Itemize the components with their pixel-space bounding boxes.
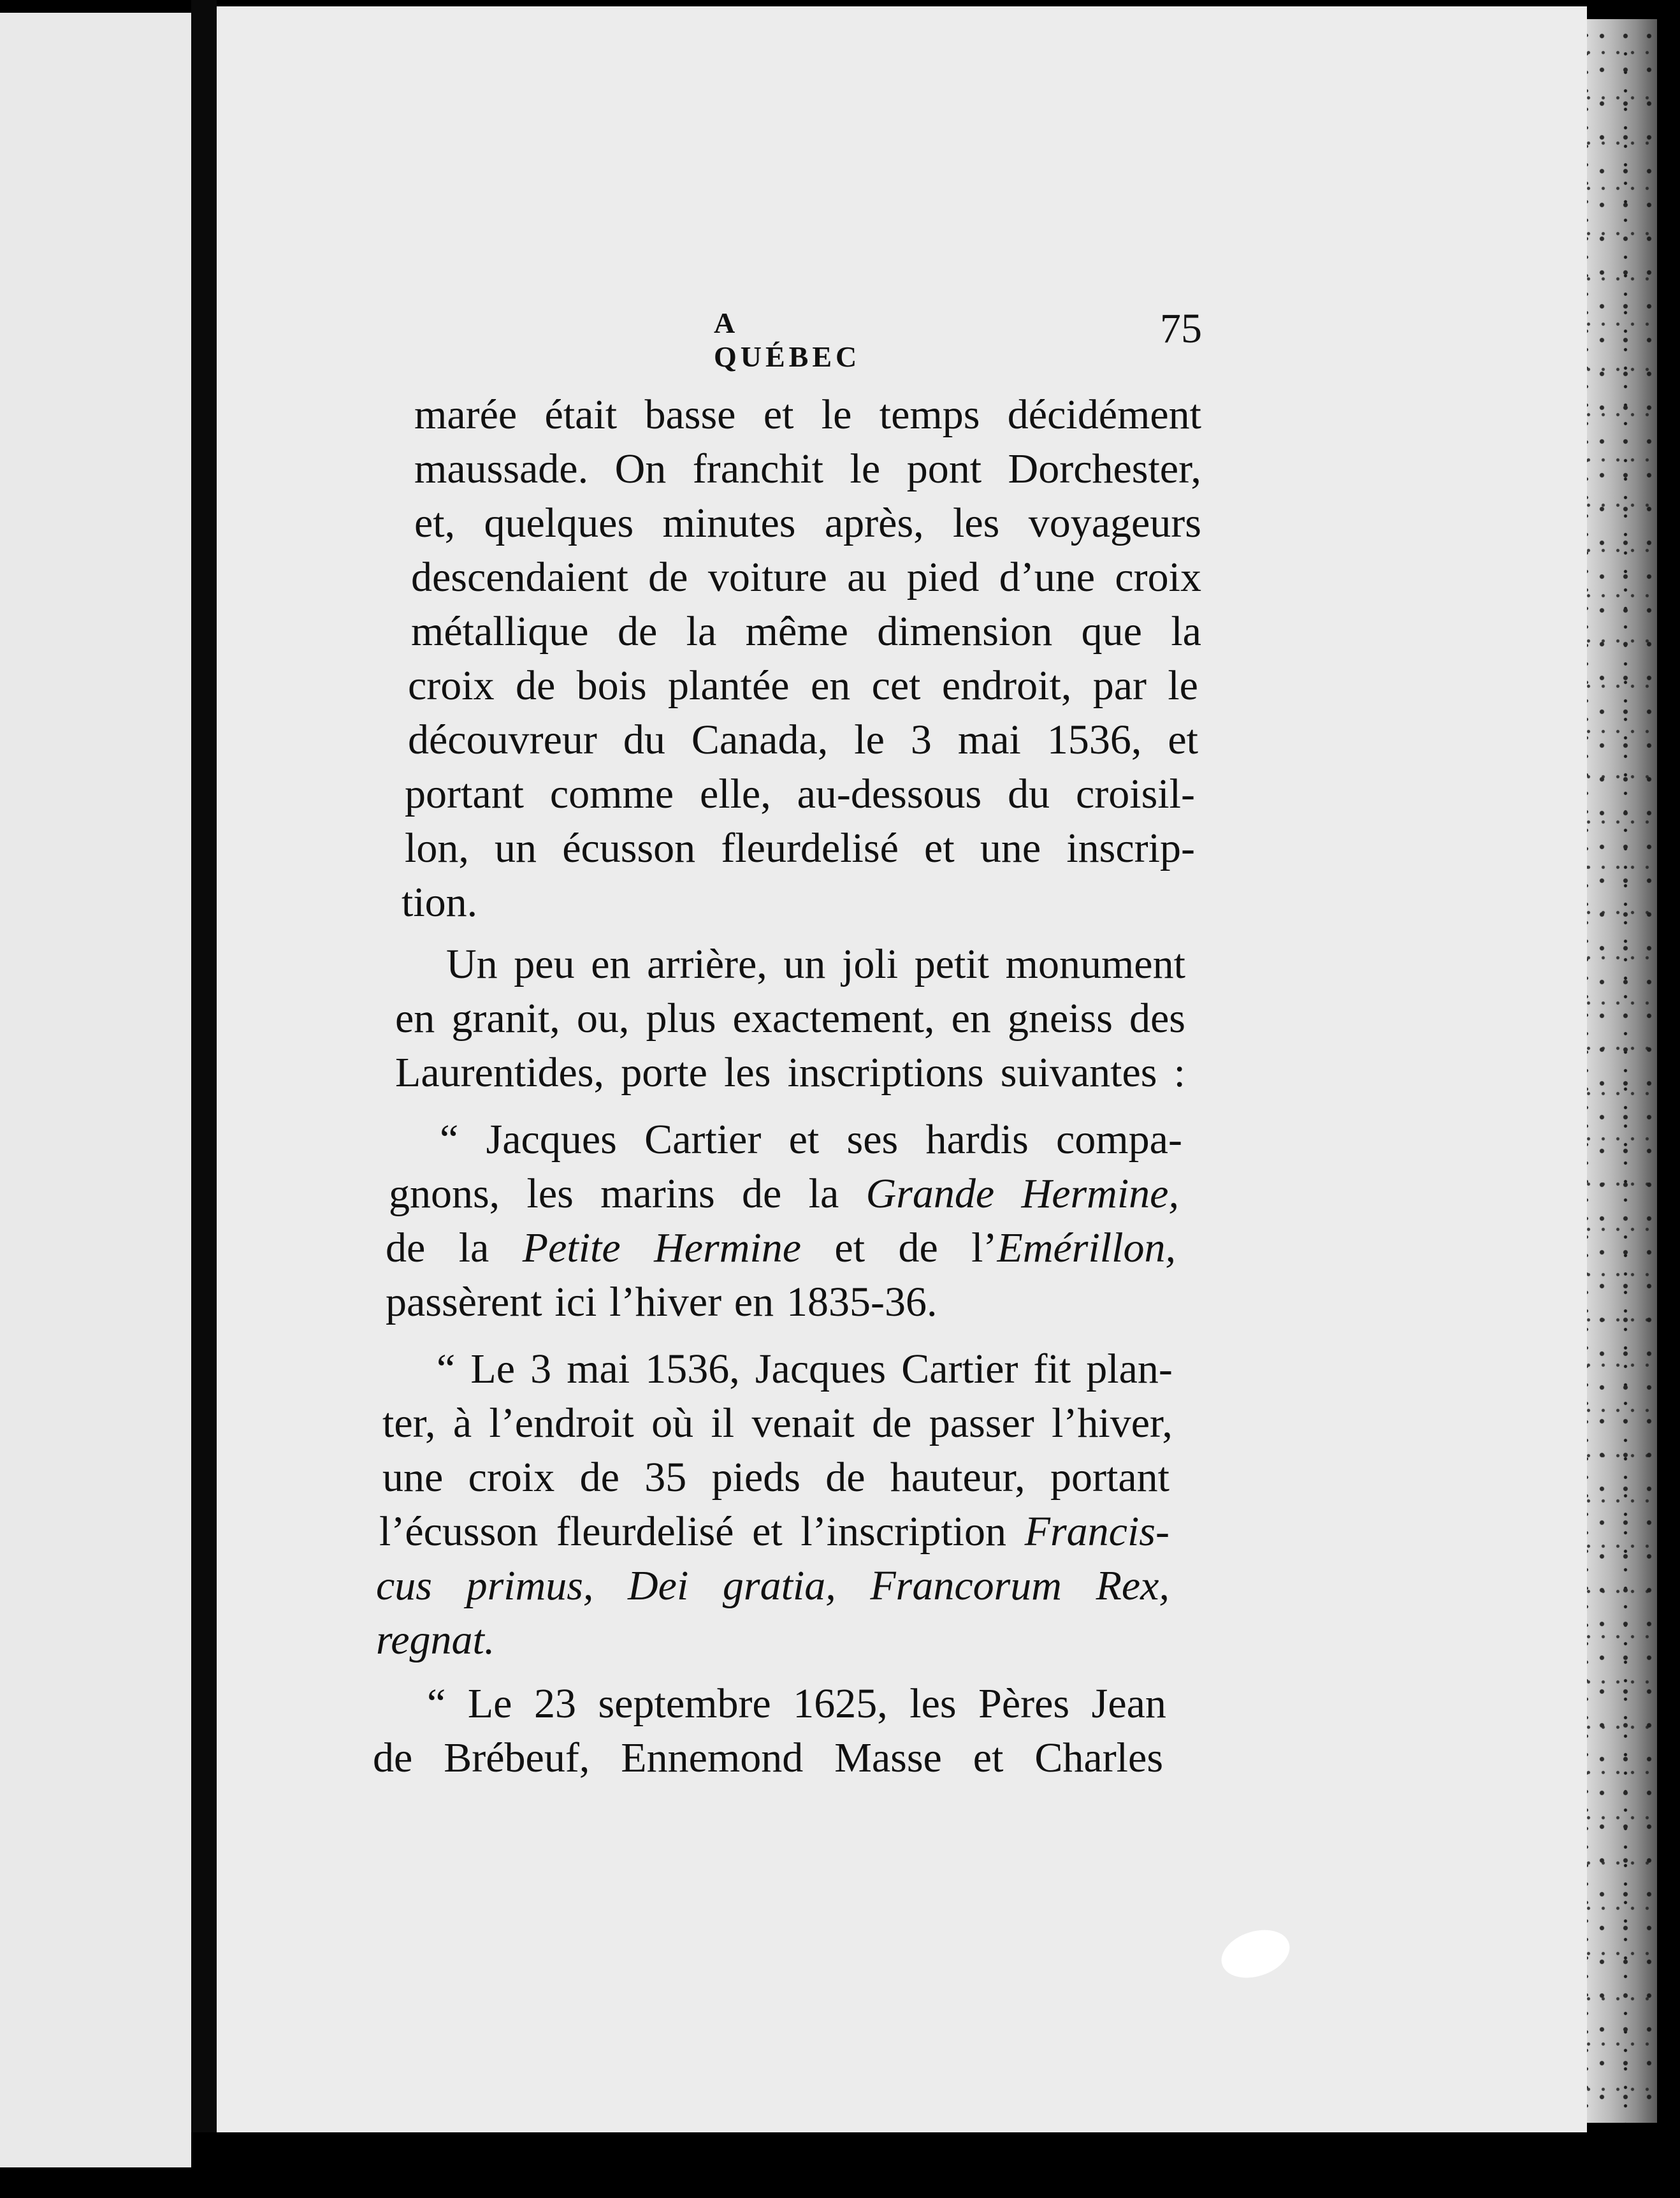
word: les [953,500,1000,546]
word: et, [414,500,456,546]
word: d’une [999,554,1096,600]
word: petit [914,941,989,987]
word: de [825,1454,865,1501]
word: ter, [382,1400,436,1446]
word: la [808,1170,839,1217]
word: marée [414,391,518,438]
word: les [526,1170,574,1217]
word: ses [846,1116,899,1163]
word: et [763,391,794,438]
word: fleurdelisé [721,825,899,871]
word: 1536, [645,1346,740,1392]
word: mai [957,717,1021,763]
word: croix [468,1454,555,1501]
word: et [973,1735,1004,1781]
word: était [544,391,618,438]
word: Rex, [1096,1562,1169,1609]
word: Canada, [691,717,829,763]
word: minutes [662,500,796,546]
word: Hermine [654,1225,802,1271]
word: voiture [707,554,827,600]
word: cus [376,1562,432,1609]
text-line [427,1680,1166,1727]
word: inscriptions [787,1049,984,1096]
word: au-dessous [797,771,982,817]
word: Petite [522,1225,621,1271]
word: l’hiver [609,1279,722,1325]
word: dimension [877,608,1053,655]
word: inscrip- [1066,825,1195,871]
word: “ [427,1680,446,1727]
word: un [495,825,537,871]
text-line [389,1170,1179,1217]
word: et [788,1116,820,1163]
page-number: 75 [1160,305,1202,352]
text-line [414,502,1201,544]
word: l’hiver, [1052,1400,1173,1446]
word: le [854,717,885,763]
word: Le [467,1680,512,1727]
word: Francorum [870,1562,1062,1609]
word: croix [408,662,495,709]
word: à [453,1400,472,1446]
word: passèrent [386,1279,542,1325]
word: regnat. [376,1617,495,1663]
word: maussade. [414,446,589,492]
word: temps [879,391,980,438]
word: 3 [910,717,932,763]
word: portant [1050,1454,1169,1501]
word: pont [906,446,982,492]
word: “ [440,1116,459,1163]
text-line [440,1116,1182,1163]
text-line [386,1281,937,1323]
word: descendaient [411,554,628,600]
word: cet [871,662,921,709]
word: de [386,1225,426,1271]
word: elle, [699,771,771,817]
text-line [408,662,1198,709]
word: 3 [530,1346,552,1392]
word: marins [600,1170,715,1217]
page-edges [1587,19,1657,2123]
word: et [924,825,955,871]
word: peu [514,941,575,987]
text-line [402,879,478,926]
word: 23 [533,1680,576,1727]
word: de [872,1400,912,1446]
word: des [1129,995,1185,1042]
word: porte [621,1049,707,1096]
scan-border-bottom [191,2132,1680,2198]
word: écusson [562,825,696,871]
word: arrière, [647,941,767,987]
word: plan- [1086,1346,1173,1392]
word: de [742,1170,782,1217]
word: découvreur [408,717,597,763]
word: où [651,1400,694,1446]
word: de [579,1454,619,1501]
word: On [614,446,667,492]
word: au [847,554,887,600]
word: Jean [1091,1680,1166,1727]
word: Hermine, [1021,1170,1179,1217]
word: en [591,941,631,987]
word: Cartier [901,1346,1018,1392]
text-line [376,1619,495,1661]
word: fleurdelisé [556,1508,734,1555]
word: de [648,554,688,600]
text-line [411,554,1201,600]
word: primus, [466,1562,594,1609]
word: gneiss [1007,995,1113,1042]
word: croisil- [1075,771,1195,817]
word: venait [751,1400,855,1446]
text-line [376,1562,1169,1609]
word: voyageurs [1028,500,1201,546]
word: en [734,1279,774,1325]
word: en [395,995,435,1042]
word: en [951,995,991,1042]
word: la [1171,608,1201,655]
word: Laurentides, [395,1049,605,1096]
word: comme [549,771,674,817]
word: le [821,391,852,438]
text-line [382,1402,1173,1445]
word: fit [1033,1346,1071,1392]
word: et [752,1508,783,1555]
text-line [414,448,1201,490]
text-line [386,1227,1176,1269]
text-line [405,827,1195,870]
word: endroit, [941,662,1072,709]
word: Francis- [1024,1508,1169,1555]
word: Dei [628,1562,689,1609]
word: et [834,1225,865,1271]
word: Un [446,941,498,987]
text-line [373,1737,1163,1779]
word: même [745,608,848,655]
word: plus [646,995,716,1042]
text-line [405,773,1195,815]
word: hauteur, [890,1454,1025,1501]
word: il [711,1400,735,1446]
word: granit, [451,995,560,1042]
word: la [686,608,717,655]
word: compa- [1056,1116,1182,1163]
word: Le [470,1346,515,1392]
word: Jacques [486,1116,617,1163]
word: 35 [644,1454,687,1501]
word: plantée [668,662,790,709]
word: l’inscription [800,1508,1007,1555]
word: portant [405,771,524,817]
word: métallique [411,608,589,655]
word: monument [1005,941,1185,987]
word: après, [824,500,924,546]
word: Cartier [644,1116,762,1163]
word: passer [929,1400,1034,1446]
text-line [408,719,1198,761]
word: en [810,662,851,709]
word: l’endroit [489,1400,634,1446]
word: le [1168,662,1198,709]
running-head: A QUÉBEC [714,307,861,373]
word: un [783,941,826,987]
word: le [850,446,881,492]
word: les [909,1680,957,1727]
word: Ennemond [621,1735,804,1781]
word: une [382,1454,444,1501]
word: septembre [598,1680,771,1727]
word: gnons, [389,1170,500,1217]
word: Masse [834,1735,942,1781]
word: Pères [978,1680,1070,1727]
word: ici [554,1279,597,1325]
word: décidément [1007,391,1201,438]
word: 1835-36. [786,1279,938,1325]
word: quelques [484,500,634,546]
facing-page-sliver [0,13,191,2167]
word: gratia, [722,1562,836,1609]
word: franchit [692,446,824,492]
word: tion. [402,879,478,926]
word: une [980,825,1041,871]
word: hardis [925,1116,1029,1163]
word: basse [644,391,736,438]
word: de [373,1735,413,1781]
word: pieds [711,1454,800,1501]
word: exactement, [732,995,935,1042]
word: croix [1115,554,1201,600]
word: la [458,1225,489,1271]
word: : [1173,1049,1185,1096]
word: 1625, [793,1680,888,1727]
text-line [395,1049,1185,1096]
word: suivantes [1000,1049,1157,1096]
word: par [1092,662,1147,709]
text-line [414,391,1201,438]
word: mai [567,1346,630,1392]
word: lon, [405,825,469,871]
gutter-shadow [191,0,217,2198]
word: joli [842,941,899,987]
word: Grande [865,1170,995,1217]
word: et [1168,717,1198,763]
word: de [617,608,658,655]
text-line [382,1454,1169,1501]
word: Charles [1034,1735,1163,1781]
word: Brébeuf, [444,1735,590,1781]
word: de [515,662,556,709]
text-line [395,995,1185,1042]
word: l’Emérillon, [971,1225,1176,1271]
text-line [379,1508,1169,1555]
word: l’écusson [379,1508,539,1555]
text-line [437,1348,1173,1390]
word: “ [437,1346,456,1392]
text-line [411,608,1201,655]
word: du [623,717,665,763]
word: pied [906,554,980,600]
word: bois [576,662,647,709]
word: Jacques [755,1346,887,1392]
word: du [1008,771,1050,817]
word: ou, [576,995,630,1042]
word: 1536, [1046,717,1142,763]
word: les [724,1049,771,1096]
word: de [898,1225,938,1271]
text-line [446,943,1185,986]
word: que [1081,608,1142,655]
word: Dorchester, [1008,446,1201,492]
